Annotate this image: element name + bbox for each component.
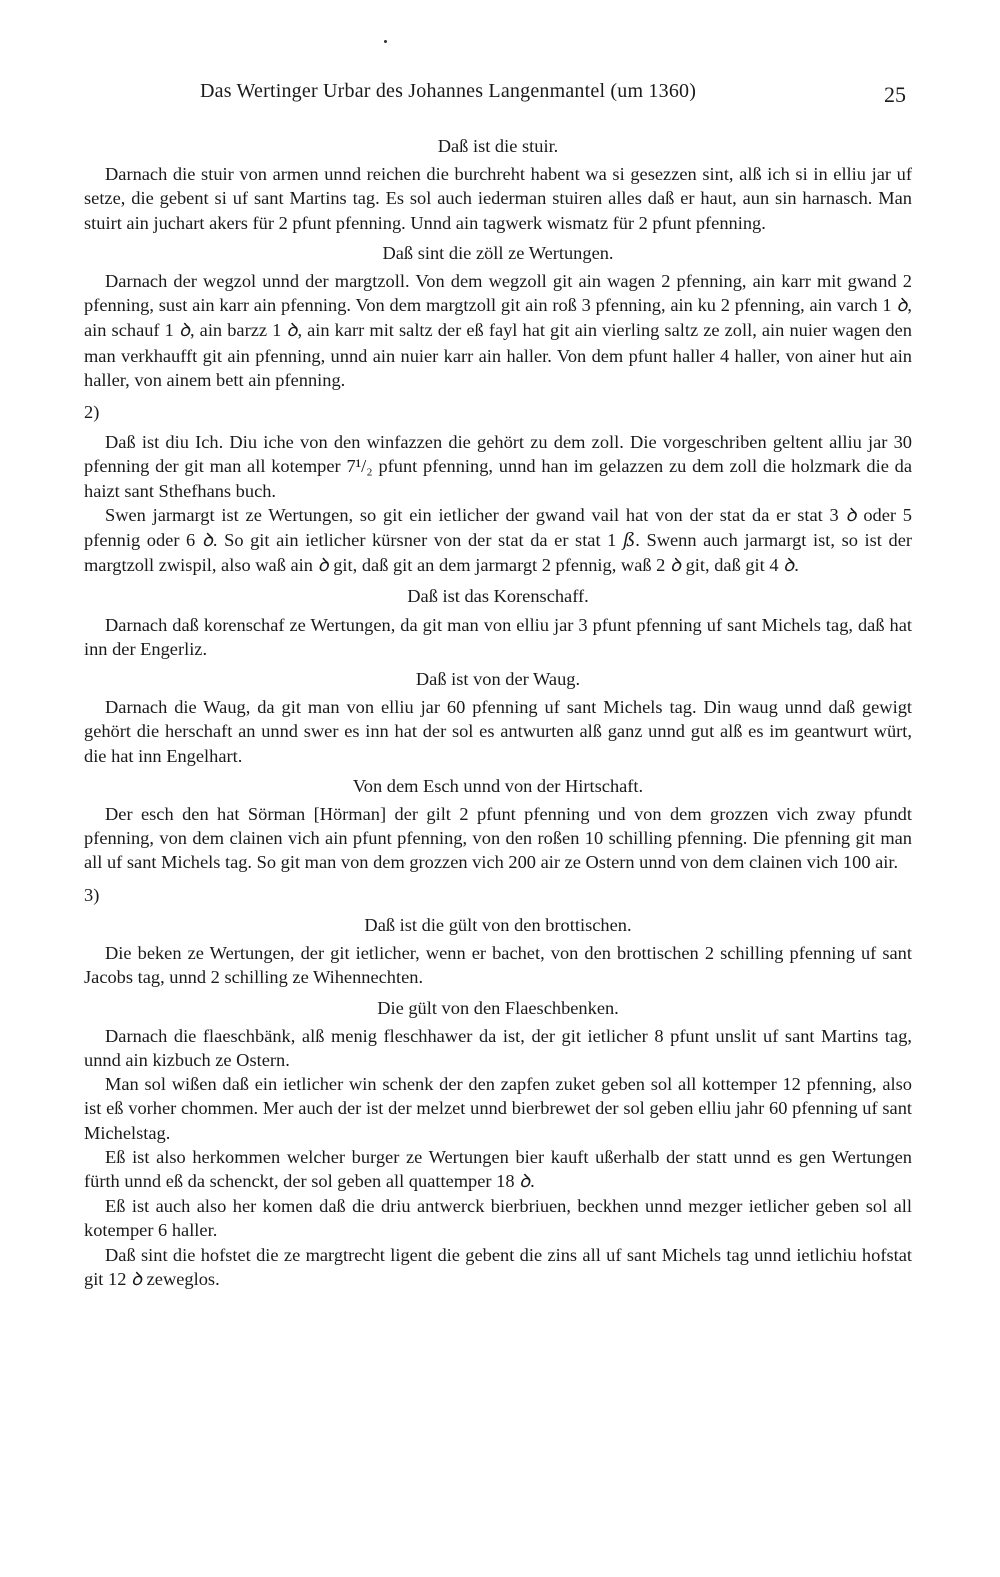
denarius-symbol: ꝺ [519,1170,531,1192]
paragraph-flaeschbenken-1: Darnach die flaeschbänk, alß menig fleschhawer da ist, der git ietlicher 8 pfunt unslit uf sant Martins tag, unnd ain kizbuch ze Ostern. [84,1025,912,1070]
paragraph-brottischen: Die beken ze Wertungen, der git ietlicher, wenn er bachet, von den brottischen 2 schilling pfenning uf sant Jacobs tag, unnd 2 schilling ze Wihennechten. [84,943,912,988]
section-heading-zoell: Daß sint die zöll ze Wertungen. [382,242,614,263]
paragraph-flaeschbenken-3 [84,1145,912,1194]
paragraph-flaeschbenken-2: Man sol wißen daß ein ietlicher win schenk der den zapfen zuket geben sol all kottemper 12 pfenning, also ist eß vorher chommen. Mer auch der ist der melzet unnd bierbrewet der sol geben elliu jahr 60 pfenning uf sant Michelstag. [84,1074,912,1143]
page-header [0,80,1000,110]
text-run: . [794,555,799,576]
section-heading-waug: Daß ist von der Waug. [415,669,581,690]
text-run: , ain karr mit saltz der eß fayl hat git ain vierling saltz ze zoll, ain nuier wagen den man verkhaufft git ain pfenning, unnd ain nuier karr ain haller. Von dem pfunt haller 4 haller, von ainer hut ain haller, von ainem bett ain pfenning. [84,320,912,390]
text-run: , ain schauf 1 [84,295,912,341]
section-heading-flaeschbenken: Die gült von den Flaeschbenken. [377,997,619,1018]
paragraph-zoell [84,269,912,392]
text-run: Swen jarmargt ist ze Wertungen, so git ein ietlicher der gwand vail hat von der stat da er stat 3 [105,504,846,525]
paragraph-jarmargt [84,503,912,579]
text-run: . [530,1170,535,1191]
section-heading-korenschaff: Daß ist das Korenschaff. [407,586,589,607]
paragraph-flaeschbenken-5 [84,1243,912,1292]
text-run: , ain barzz 1 [189,320,287,341]
paragraph-stuir: Darnach die stuir von armen unnd reichen die burchreht habent wa si gesezzen sint, alß ich si in elliu jar uf setze, die gebent si uf sant Martins tag. Es sol auch iederman stuiren alles daß er haut, aun sin harnasch. Man stuirt ain juchart akers für 2 pfunt pfenning. Unnd ain tagwerk wismatz für 2 pfunt pfenning. [84,164,912,233]
paragraph-flaeschbenken-4: Eß ist auch also her komen daß die driu antwerck bierbriuen, beckhen unnd mezger ietlicher geben sol all kotemper 6 haller. [84,1196,912,1241]
running-title: Das Wertinger Urbar des Johannes Langenmantel (um 1360) [200,80,697,102]
footnote-marker-2: 2) [84,402,100,423]
paragraph-esch: Der esch den hat Sörman [Hörman] der gilt 2 pfunt pfenning und von dem grozzen vich zway pfundt pfenning, von dem clainen vich ain pfunt pfenning, von den roßen 10 schilling pfenning. Die pfenning git man all uf sant Michels tag. So git man von dem grozzen vich 200 air ze Ostern unnd von dem clainen vich 100 air. [84,804,912,873]
text-run: . Swenn auch jarmargt ist, so ist der margtzoll zwispil, also waß ain [84,530,912,576]
text-run: Daß sint die hofstet die ze margtrecht ligent die gebent die zins all uf sant Michels tag unnd ietlichiu hofstat git 12 [84,1244,912,1289]
section-heading-stuir: Daß ist die stuir. [437,136,559,156]
section-heading-esch: Von dem Esch unnd von der Hirtschaft. [352,775,644,796]
denarius-symbol: ꝺ [178,320,190,342]
section-heading-brottischen: Daß ist die gült von den brottischen. [364,914,632,935]
denarius-symbol: ꝺ [286,320,298,342]
ink-speck [384,40,387,43]
shilling-symbol: ß [622,530,636,552]
denarius-symbol: ꝺ [317,555,329,577]
text-run: . So git ain ietlicher kürsner von der stat da er stat 1 [212,530,623,551]
paragraph-ich: Daß ist diu Ich. Diu iche von den winfazzen die gehört zu dem zoll. Die vorgeschriben geltent alliu jar 30 pfenning der git man all kotemper 7¹/₂ pfunt pfenning, unnd han im gelazzen zu dem zoll die holzmark die da haizt sant Sthefhans buch. [84,432,912,501]
page-number: 25 [884,82,906,107]
denarius-symbol: ꝺ [783,555,795,577]
denarius-symbol: ꝺ [896,295,908,317]
paragraph-waug: Darnach die Waug, da git man von elliu jar 60 pfenning uf sant Michels tag. Din waug unnd daß gewigt gehört die herschaft an unnd swer es inn hat der sol es antwurten alß ganz unnd gut alß es im geantwurt würt, die hat inn Engelhart. [84,697,912,766]
paragraph-korenschaff: Darnach daß korenschaf ze Wertungen, da git man von elliu jar 3 pfunt pfenning uf sant Michels tag, daß hat inn der Engerliz. [84,614,912,659]
text-run: git, daß git an dem jarmargt 2 pfennig, waß 2 [328,555,670,576]
text-run: Eß ist also herkommen welcher burger ze Wertungen bier kauft ußerhalb der statt unnd es gen Wertungen fürth unnd eß da schenckt, der sol geben all quattemper 18 [84,1146,912,1191]
text-run: zeweglos. [142,1268,220,1289]
text-run: oder 5 pfennig oder 6 [84,504,912,551]
page-body [84,134,912,1292]
denarius-symbol: ꝺ [669,555,681,577]
text-run: Darnach der wegzol unnd der margtzoll. Von dem wegzoll git ain wagen 2 pfenning, ain karr mit gwand 2 pfenning, sust ain karr ain pfenning. Von dem margtzoll git ain roß 3 pfenning, ain ku 2 pfenning, ain varch 1 [84,271,912,316]
footnote-marker-3: 3) [84,884,100,905]
text-run: git, daß git 4 [681,555,784,576]
denarius-symbol: ꝺ [201,530,213,552]
denarius-symbol: ꝺ [131,1268,143,1290]
denarius-symbol: ꝺ [845,504,857,526]
